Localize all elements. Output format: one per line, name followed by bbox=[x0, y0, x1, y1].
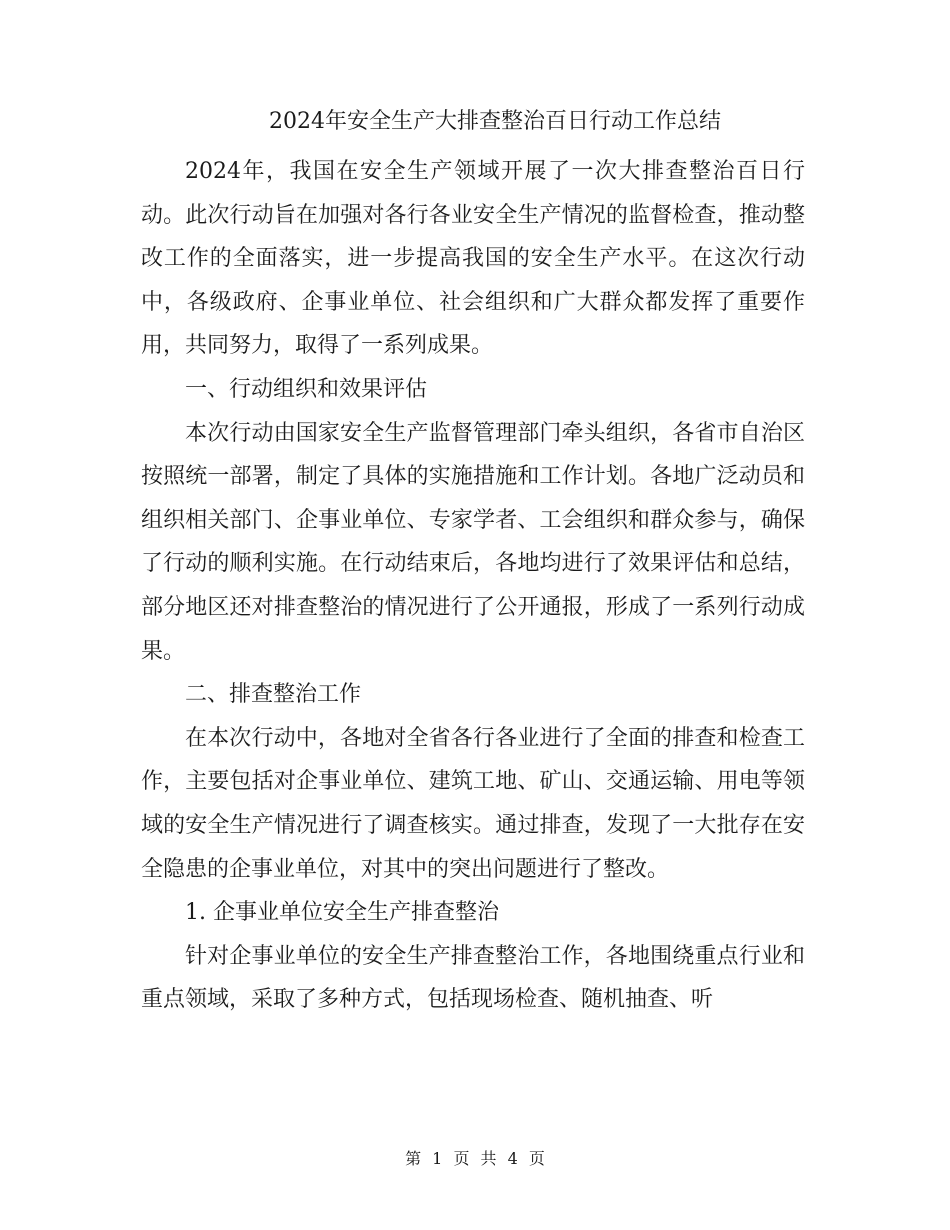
section-2-paragraph: 在本次行动中，各地对全省各行各业进行了全面的排查和检查工作，主要包括对企事业单位、建筑工地、矿山、交通运输、用电等领域的安全生产情况进行了调查核实。通过排查，发现了一大批存在安全隐患的企事业单位，对其中的突出问题进行了整改。 bbox=[141, 725, 805, 882]
section-heading-1: 一、行动组织和效果评估 bbox=[185, 376, 428, 402]
section-1-paragraph: 本次行动由国家安全生产监督管理部门牵头组织，各省市自治区按照统一部署，制定了具体的实施措施和工作计划。各地广泛动员和组织相关部门、企事业单位、专家学者、工会组织和群众参与，确保了行动的顺利实施。在行动结束后，各地均进行了效果评估和总结，部分地区还对排查整治的情况进行了公开通报，形成了一系列行动成果。 bbox=[141, 420, 805, 664]
page-number-footer: 第 1 页 共 4 页 bbox=[405, 1149, 545, 1168]
intro-paragraph: 2024年，我国在安全生产领域开展了一次大排查整治百日行动。此次行动旨在加强对各行各业安全生产情况的监督检查，推动整改工作的全面落实，进一步提高我国的安全生产水平。在这次行动中，各级政府、企事业单位、社会组织和广大群众都发挥了重要作用，共同努力，取得了一系列成果。 bbox=[141, 159, 805, 359]
section-heading-2: 二、排查整治工作 bbox=[185, 682, 362, 708]
subsection-1-paragraph: 针对企事业单位的安全生产排查整治工作，各地围绕重点行业和重点领域，采取了多种方式，包括现场检查、随机抽查、听 bbox=[141, 943, 805, 1013]
document-title: 2024年安全生产大排查整治百日行动工作总结 bbox=[269, 109, 721, 134]
subsection-heading-1: 1. 企事业单位安全生产排查整治 bbox=[185, 900, 499, 926]
document-body bbox=[141, 150, 805, 1022]
